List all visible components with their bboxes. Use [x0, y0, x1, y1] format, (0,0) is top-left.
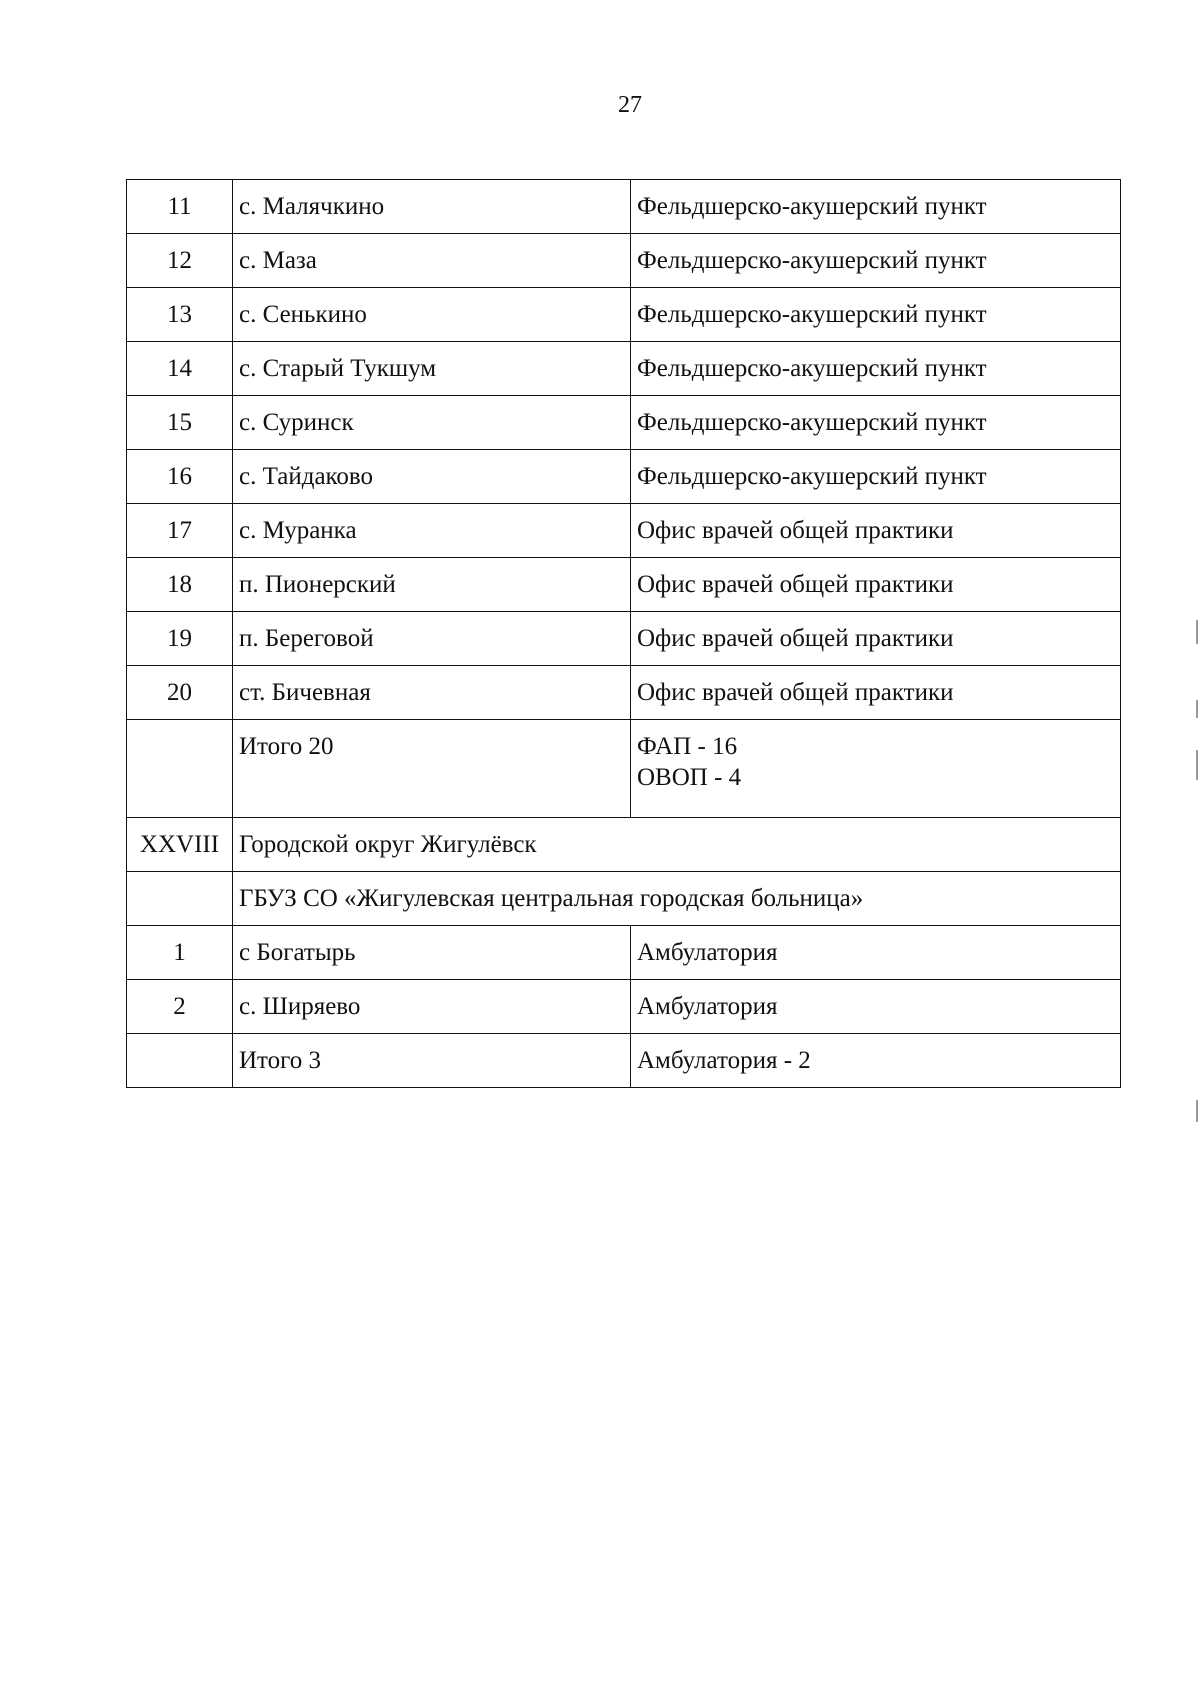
scan-artifact [1196, 750, 1198, 780]
empty-cell [127, 720, 233, 818]
facility-type-cell: Фельдшерско-акушерский пункт [631, 342, 1121, 396]
table-row [127, 666, 1121, 720]
table-row [127, 396, 1121, 450]
facility-type-cell: Офис врачей общей практики [631, 504, 1121, 558]
facility-type-cell: Фельдшерско-акушерский пункт [631, 450, 1121, 504]
settlement-cell: с. Маза [233, 234, 631, 288]
total-row [127, 720, 1121, 818]
row-number: 13 [127, 288, 233, 342]
row-number: 14 [127, 342, 233, 396]
district-number: XXVIII [127, 818, 233, 872]
facility-type-cell: Фельдшерско-акушерский пункт [631, 180, 1121, 234]
institution-name: ГБУЗ СО «Жигулевская центральная городская больница» [233, 872, 1121, 926]
settlement-cell: п. Пионерский [233, 558, 631, 612]
settlement-cell: с. Муранка [233, 504, 631, 558]
facility-type-cell: Офис врачей общей практики [631, 612, 1121, 666]
row-number: 12 [127, 234, 233, 288]
facility-type-cell: Амбулатория [631, 926, 1121, 980]
table-row [127, 926, 1121, 980]
row-number: 2 [127, 980, 233, 1034]
row-number: 16 [127, 450, 233, 504]
settlement-cell: с. Малячкино [233, 180, 631, 234]
row-number: 19 [127, 612, 233, 666]
empty-cell [127, 872, 233, 926]
total-value: Амбулатория - 2 [631, 1034, 1121, 1088]
facility-type-cell: Офис врачей общей практики [631, 666, 1121, 720]
settlement-cell: п. Береговой [233, 612, 631, 666]
table-row [127, 180, 1121, 234]
settlement-cell: с. Тайдаково [233, 450, 631, 504]
settlement-cell: с. Ширяево [233, 980, 631, 1034]
scan-artifact [1196, 620, 1198, 644]
scan-artifact [1196, 700, 1198, 718]
institution-row [127, 872, 1121, 926]
settlement-cell: с. Суринск [233, 396, 631, 450]
facilities-table [126, 179, 1121, 1088]
row-number: 20 [127, 666, 233, 720]
empty-cell [127, 1034, 233, 1088]
total-label: Итого 20 [233, 720, 631, 818]
facility-type-cell: Фельдшерско-акушерский пункт [631, 288, 1121, 342]
table-row [127, 612, 1121, 666]
table-row [127, 234, 1121, 288]
scan-artifact [1196, 1100, 1198, 1122]
settlement-cell: с. Сенькино [233, 288, 631, 342]
total-ovop-line: ОВОП - 4 [637, 764, 742, 791]
table-row [127, 980, 1121, 1034]
table-row [127, 504, 1121, 558]
table-row [127, 450, 1121, 504]
district-row [127, 818, 1121, 872]
settlement-cell: с. Старый Тукшум [233, 342, 631, 396]
page-number: 27 [618, 92, 642, 118]
total-row [127, 1034, 1121, 1088]
row-number: 11 [127, 180, 233, 234]
facility-type-cell: Офис врачей общей практики [631, 558, 1121, 612]
facility-type-cell: Фельдшерско-акушерский пункт [631, 396, 1121, 450]
table-row [127, 288, 1121, 342]
total-breakdown [631, 720, 1121, 818]
row-number: 15 [127, 396, 233, 450]
settlement-cell: ст. Бичевная [233, 666, 631, 720]
table-row [127, 342, 1121, 396]
row-number: 17 [127, 504, 233, 558]
district-name: Городской округ Жигулёвск [233, 818, 1121, 872]
facility-type-cell: Амбулатория [631, 980, 1121, 1034]
total-fap-line: ФАП - 16 [637, 733, 738, 760]
row-number: 18 [127, 558, 233, 612]
settlement-cell: с Богатырь [233, 926, 631, 980]
total-label: Итого 3 [233, 1034, 631, 1088]
facility-type-cell: Фельдшерско-акушерский пункт [631, 234, 1121, 288]
table-row [127, 558, 1121, 612]
row-number: 1 [127, 926, 233, 980]
